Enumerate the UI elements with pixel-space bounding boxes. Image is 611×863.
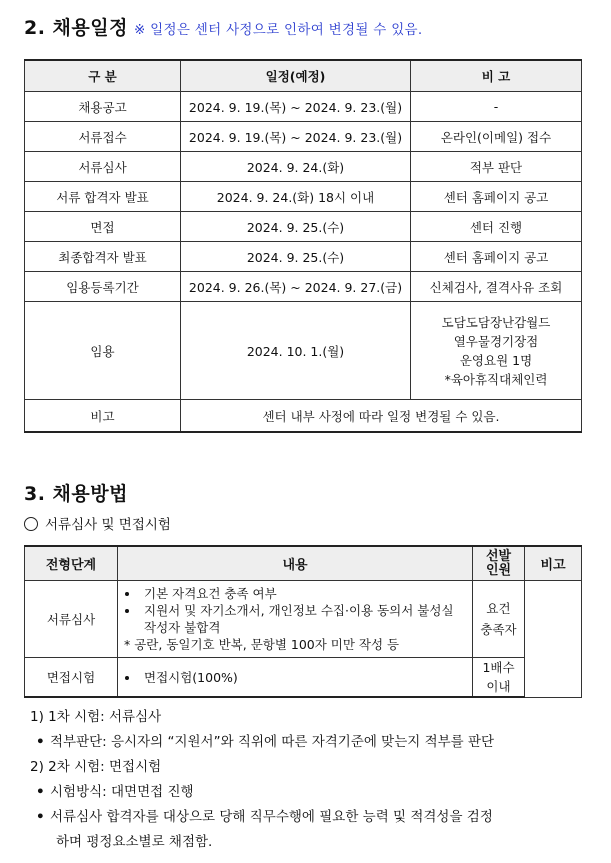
bullet-icon: • <box>36 809 45 825</box>
row-date: 2024. 10. 1.(월) <box>181 302 411 400</box>
circle-bullet-icon <box>24 517 38 531</box>
section-3-title: 3. 채용방법 <box>24 483 128 505</box>
step-2-bullet-2 <box>30 805 590 830</box>
schedule-header-row <box>25 60 582 92</box>
row-remark: 센터 홈페이지 공고 <box>411 182 582 212</box>
stage-label: 면접시험 <box>25 658 118 698</box>
row-label: 서류접수 <box>25 122 181 152</box>
step-2-heading: 2) 2차 시험: 면접시험 <box>30 759 162 775</box>
row-label: 임용등록기간 <box>25 272 181 302</box>
remark-line: 운영요원 1명 <box>459 352 533 368</box>
step-2-bullet-2-text: 서류심사 합격자를 대상으로 당해 직무수행에 필요한 능력 및 적격성을 검정 <box>50 809 493 825</box>
method-header-row <box>25 546 582 581</box>
selected-line: 이내 <box>486 679 511 694</box>
row-remark: 센터 홈페이지 공고 <box>411 242 582 272</box>
subheading-text: 서류심사 및 면접시험 <box>45 517 171 533</box>
footer-label: 비고 <box>25 400 181 433</box>
doc-review-row <box>25 581 582 658</box>
method-remark-cell <box>525 581 582 698</box>
section-2-heading <box>24 13 422 40</box>
row-remark: 적부 판단 <box>411 152 582 182</box>
row-date: 2024. 9. 19.(목) ~ 2024. 9. 23.(월) <box>181 92 411 122</box>
row-label: 면접 <box>25 212 181 242</box>
row-remark: 센터 진행 <box>411 212 582 242</box>
footer-text: 센터 내부 사정에 따라 일정 변경될 수 있음. <box>181 400 582 433</box>
remark-line: 열우물경기장점 <box>453 333 539 349</box>
row-label: 채용공고 <box>25 92 181 122</box>
schedule-footer-row <box>25 400 582 433</box>
list-item: • 지원서 및 자기소개서, 개인정보 수집·이용 동의서 불성실 작성자 불합격 <box>140 602 466 636</box>
step-2-bullet-1 <box>30 780 590 805</box>
section-2-title: 2. 채용일정 <box>24 17 128 39</box>
row-remark: - <box>411 92 582 122</box>
table-row <box>25 152 582 182</box>
row-label: 서류 합격자 발표 <box>25 182 181 212</box>
step-2-bullet-2-continuation: 하며 평정요소별로 채점함. <box>56 834 213 850</box>
method-subheading <box>24 513 171 533</box>
row-date: 2024. 9. 25.(수) <box>181 242 411 272</box>
schedule-change-note: ※ 일정은 센터 사정으로 인하여 변경될 수 있음. <box>133 22 423 38</box>
step-1-heading: 1) 1차 시험: 서류심사 <box>30 709 162 725</box>
table-row <box>25 212 582 242</box>
header-remark: 비고 <box>525 546 582 581</box>
selected-line: 충족자 <box>480 622 517 637</box>
appointment-remark <box>411 302 582 400</box>
row-label: 임용 <box>25 302 181 400</box>
row-label: 최종합격자 발표 <box>25 242 181 272</box>
interview-selected <box>473 658 525 698</box>
row-label: 서류심사 <box>25 152 181 182</box>
list-item: • 기본 자격요건 충족 여부 <box>140 585 466 602</box>
row-date: 2024. 9. 19.(목) ~ 2024. 9. 23.(월) <box>181 122 411 152</box>
header-content: 내용 <box>118 546 473 581</box>
doc-review-selected <box>473 581 525 658</box>
exam-details <box>30 705 590 855</box>
header-category: 구 분 <box>25 60 181 92</box>
selected-line: 1배수 <box>482 660 515 675</box>
row-date: 2024. 9. 26.(목) ~ 2024. 9. 27.(금) <box>181 272 411 302</box>
header-selected-line: 선발 <box>485 548 512 564</box>
method-table <box>24 545 582 698</box>
interview-content <box>118 658 473 698</box>
row-date: 2024. 9. 25.(수) <box>181 212 411 242</box>
interview-row <box>25 658 582 698</box>
selected-line: 요건 <box>486 601 511 616</box>
schedule-table <box>24 59 582 433</box>
table-row <box>25 242 582 272</box>
table-row <box>25 122 582 152</box>
row-remark: 온라인(이메일) 접수 <box>411 122 582 152</box>
step-1-bullet <box>30 730 590 755</box>
remark-line: *육아휴직대체인력 <box>444 371 548 387</box>
header-selected <box>473 546 525 581</box>
bullet-icon: • <box>36 734 45 750</box>
bullet-icon: • <box>36 784 45 800</box>
list-item: • 면접시험(100%) <box>140 669 466 686</box>
table-row <box>25 272 582 302</box>
header-remark: 비 고 <box>411 60 582 92</box>
header-schedule: 일정(예정) <box>181 60 411 92</box>
doc-review-note: * 공란, 동일기호 반복, 문항별 100자 미만 작성 등 <box>124 637 400 652</box>
table-row <box>25 182 582 212</box>
step-2-bullet-1-text: 시험방식: 대면면접 진행 <box>50 784 194 800</box>
step-1-bullet-text: 적부판단: 응시자의 “지원서”와 직위에 따른 자격기준에 맞는지 적부를 판단 <box>50 734 495 750</box>
row-remark: 신체검사, 결격사유 조회 <box>411 272 582 302</box>
stage-label: 서류심사 <box>25 581 118 658</box>
row-date: 2024. 9. 24.(화) 18시 이내 <box>181 182 411 212</box>
doc-review-content <box>118 581 473 658</box>
header-selected-line: 인원 <box>485 562 512 578</box>
remark-line: 도담도담장난감월드 <box>441 314 551 330</box>
table-row <box>25 92 582 122</box>
header-stage: 전형단계 <box>25 546 118 581</box>
row-date: 2024. 9. 24.(화) <box>181 152 411 182</box>
appointment-row <box>25 302 582 400</box>
